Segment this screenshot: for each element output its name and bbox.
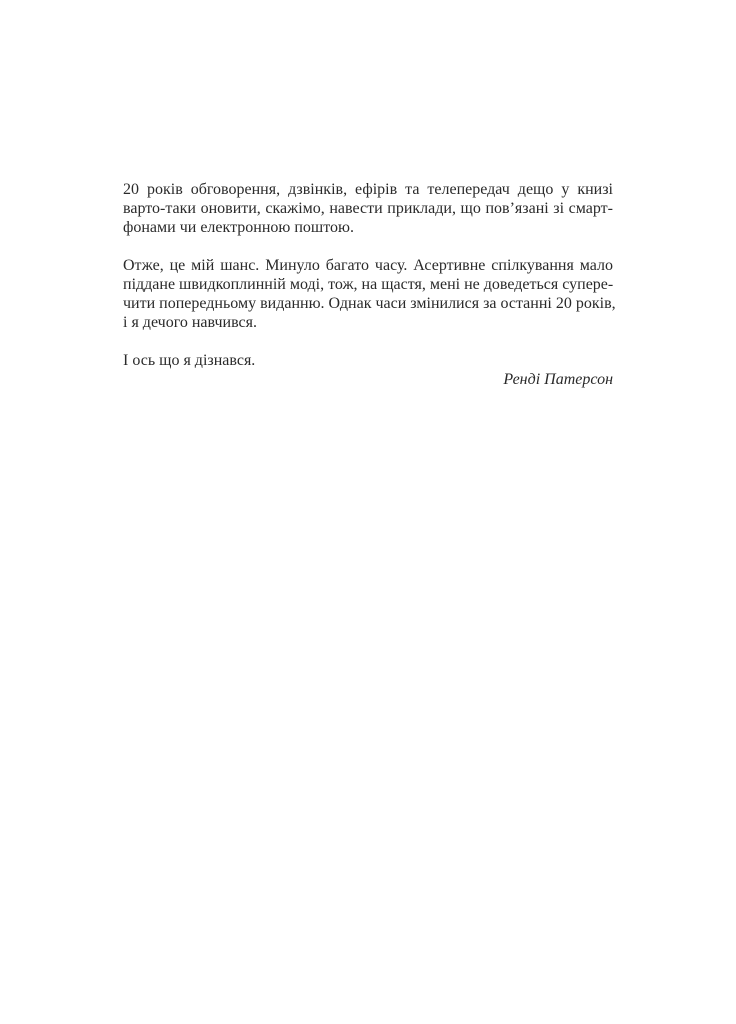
text-line: піддане швидкоплинній моді, тож, на щастя, мені не доведеться супере- — [123, 276, 614, 293]
text-line: чити попередньому виданню. Однак часи змінилися за останні 20 років, — [123, 295, 616, 312]
text-line: фонами чи електронною поштою. — [123, 219, 354, 236]
text-line: І ось що я дізнався. — [123, 352, 256, 369]
paragraph-2 — [123, 256, 616, 332]
text-line: Отже, це мій шанс. Минуло багато часу. Асертивне спілкування мало — [123, 257, 613, 274]
paragraph-3 — [123, 351, 613, 370]
paragraph-gap — [123, 237, 613, 256]
text-line: варто-таки оновити, скажімо, навести приклади, що пов’язані зі смарт- — [123, 200, 613, 217]
body-text — [123, 180, 616, 389]
text-line: 20 років обговорення, дзвінків, ефірів та телепередач дещо у книзі — [123, 181, 613, 198]
paragraph-1 — [123, 180, 613, 237]
author-signature: Ренді Патерсон — [503, 371, 613, 388]
paragraph-gap — [123, 332, 613, 351]
text-line: і я дечого навчився. — [123, 314, 257, 331]
